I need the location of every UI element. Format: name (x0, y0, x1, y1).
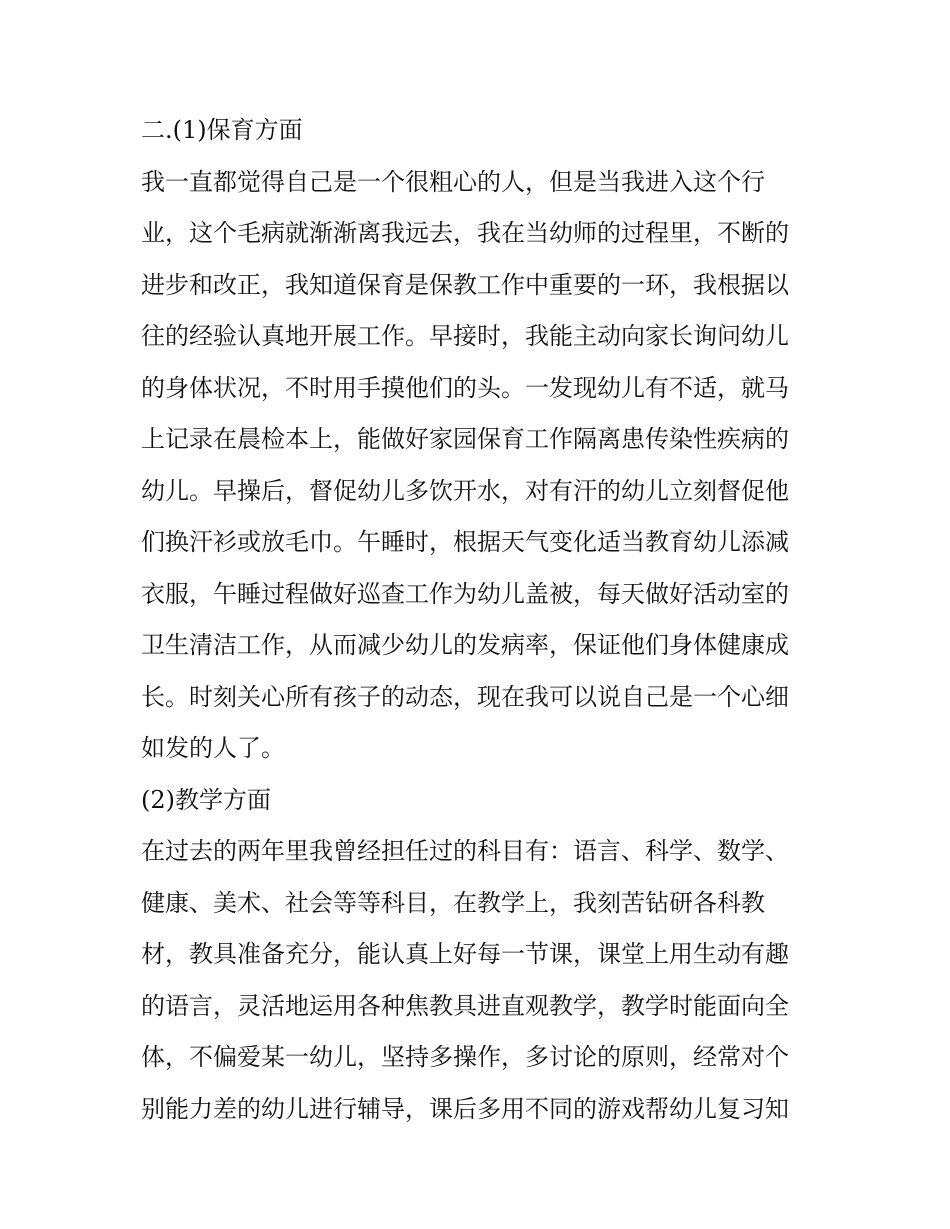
paragraph-line: 卫生清洁工作，从而减少幼儿的发病率，保证他们身体健康成 (141, 631, 789, 659)
paragraph-line: 在过去的两年里我曾经担任过的科目有：语言、科学、数学、 (141, 837, 789, 865)
section-heading-care: 二.(1)保育方面 (141, 116, 303, 144)
paragraph-line: 往的经验认真地开展工作。早接时，我能主动向家长询问幼儿 (141, 322, 789, 350)
paragraph-line: 我一直都觉得自己是一个很粗心的人，但是当我进入这个行 (141, 167, 765, 196)
paragraph-line: 体，不偏爱某一幼儿，坚持多操作，多讨论的原则，经常对个 (141, 1043, 789, 1071)
paragraph-line: 材，教具准备充分，能认真上好每一节课，课堂上用生动有趣 (141, 940, 789, 968)
paragraph-line: 衣服，午睡过程做好巡查工作为幼儿盖被，每天做好活动室的 (141, 579, 789, 608)
paragraph-line: 如发的人了。 (141, 734, 285, 762)
section-heading-teaching: (2)教学方面 (141, 785, 271, 814)
paragraph-line: 上记录在晨检本上，能做好家园保育工作隔离患传染性疾病的 (141, 425, 789, 453)
paragraph-line: 的身体状况，不时用手摸他们的头。一发现幼儿有不适，就马 (141, 373, 789, 402)
paragraph-line: 业，这个毛病就渐渐离我远去，我在当幼师的过程里，不断的 (141, 219, 789, 247)
document-body (141, 110, 821, 1140)
paragraph-line: 健康、美术、社会等等科目，在教学上，我刻苦钻研各科教 (141, 888, 765, 917)
paragraph-line: 进步和改正，我知道保育是保教工作中重要的一环，我根据以 (141, 270, 789, 299)
paragraph-line: 的语言，灵活地运用各种焦教具进直观教学，教学时能面向全 (141, 991, 789, 1020)
paragraph-line: 别能力差的幼儿进行辅导，课后多用不同的游戏帮幼儿复习知 (141, 1094, 789, 1123)
paragraph-line: 幼儿。早操后，督促幼儿多饮开水，对有汗的幼儿立刻督促他 (141, 476, 789, 505)
paragraph-line: 长。时刻关心所有孩子的动态，现在我可以说自己是一个心细 (141, 682, 789, 711)
paragraph-line: 们换汗衫或放毛巾。午睡时，根据天气变化适当教育幼儿添减 (141, 528, 789, 556)
